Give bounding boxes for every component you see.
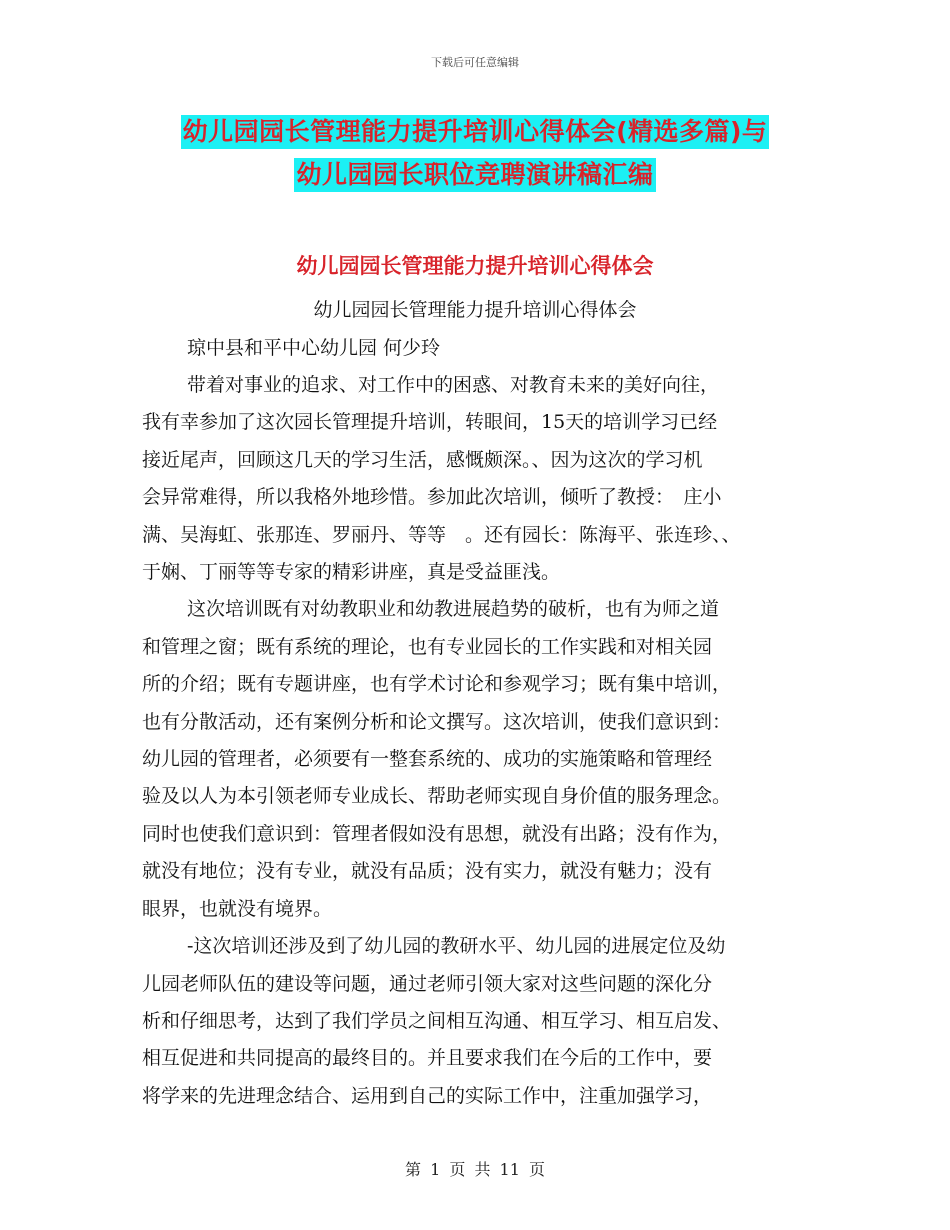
paragraph-line: 这次培训既有对幼教职业和幼教进展趋势的破析，也有为师之道 (187, 598, 720, 621)
paragraph-line: 析和仔细思考，达到了我们学员之间相互沟通、相互学习、相互启发、 (142, 1009, 732, 1032)
paragraph-line: 儿园老师队伍的建设等问题，通过老师引领大家对这些问题的深化分 (142, 972, 713, 995)
paragraph-line: 带着对事业的追求、对工作中的困惑、对教育未来的美好向往， (187, 374, 720, 396)
paragraph-line: 同时也使我们意识到：管理者假如没有思想，就没有出路；没有作为， (142, 822, 732, 845)
paragraph-line: 验及以人为本引领老师专业成长、帮助老师实现自身价值的服务理念。 (142, 785, 732, 808)
paragraph-line: 将学来的先进理念结合、运用到自己的实际工作中，注重加强学习， (142, 1084, 713, 1107)
section-title: 幼儿园园长管理能力提升培训心得体会 (296, 254, 654, 278)
article-title: 幼儿园园长管理能力提升培训心得体会 (313, 299, 637, 321)
paragraph-line: 就没有地位；没有专业，就没有品质；没有实力，就没有魅力；没有 (142, 860, 713, 883)
paragraph-line: 会异常难得，所以我格外地珍惜。参加此次培训，倾听了教授： 庄小 (142, 486, 722, 509)
main-title-line-1: 幼儿园园长管理能力提升培训心得体会(精选多篇)与 (0, 112, 950, 148)
paragraph-line: 也有分散活动，还有案例分析和论文撰写。这次培训，使我们意识到： (142, 710, 732, 733)
paragraph-line: 眼界，也就没有境界。 (142, 897, 333, 920)
paragraph-line: 我有幸参加了这次园长管理提升培训，转眼间，15天的培训学习已经 (142, 411, 718, 434)
article-body (142, 367, 822, 1115)
paragraph-line: 接近尾声，回顾这几天的学习生活，感慨颇深。、因为这次的学习机 (142, 448, 703, 471)
paragraph-line: 相互促进和共同提高的最终目的。并且要求我们在今后的工作中，要 (142, 1047, 713, 1070)
page-header: 下载后可任意编辑 (431, 56, 519, 69)
page-footer: 第 1 页 共 11 页 (405, 1160, 545, 1179)
paragraph-line: 所的介绍；既有专题讲座，也有学术讨论和参观学习；既有集中培训， (142, 673, 732, 696)
paragraph-line: -这次培训还涉及到了幼儿园的教研水平、幼儿园的进展定位及幼 (187, 935, 726, 958)
paragraph-line: 于娴、丁丽等等专家的精彩讲座，真是受益匪浅。 (142, 561, 561, 584)
paragraph-line: 和管理之窗；既有系统的理论，也有专业园长的工作实践和对相关园 (142, 635, 713, 658)
paragraph-line: 满、吴海虹、张那连、罗丽丹、等等 。还有园长：陈海平、张连珍、、 (142, 523, 741, 546)
main-title-line-2: 幼儿园园长职位竞聘演讲稿汇编 (0, 155, 950, 191)
paragraph-line: 幼儿园的管理者，必须要有一整套系统的、成功的实施策略和管理经 (142, 748, 713, 771)
author-line: 琼中县和平中心幼儿园 何少玲 (187, 337, 441, 359)
